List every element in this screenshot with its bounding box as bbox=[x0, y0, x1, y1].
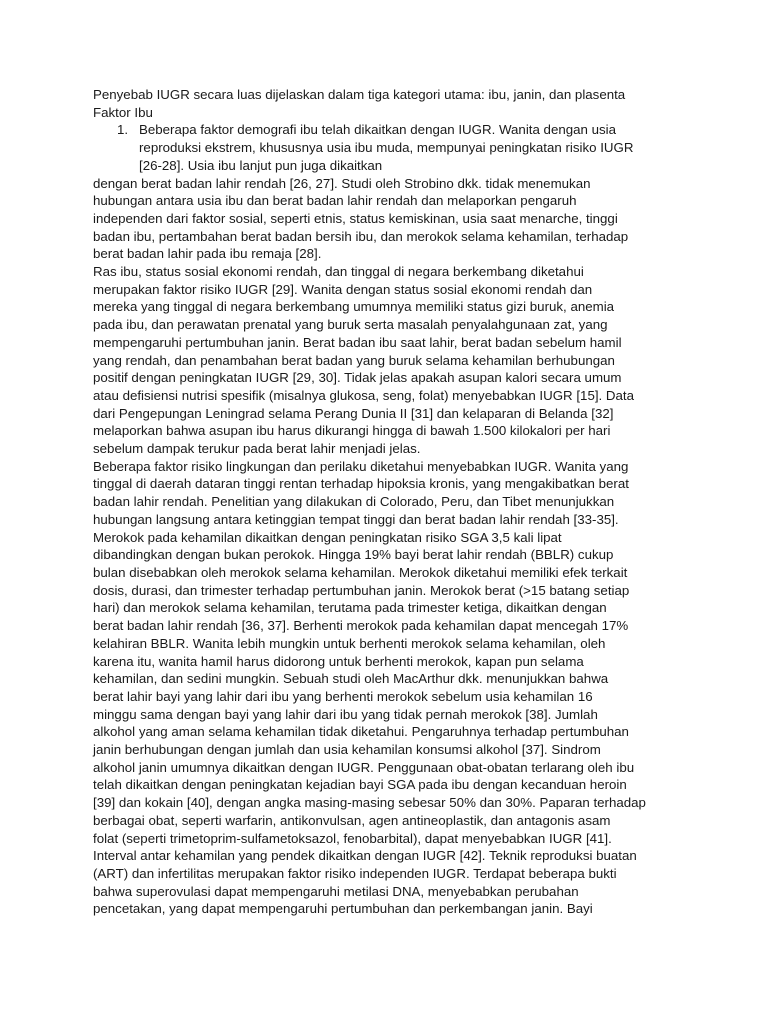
body-line: folat (seperti trimetoprim-sulfametoksazol, fenobarbital), dapat menyebabkan IUGR [41]. bbox=[93, 830, 612, 846]
body-line: alkohol yang aman selama kehamilan tidak diketahui. Pengaruhnya terhadap pertumbuhan bbox=[93, 724, 629, 740]
body-line: alkohol janin umumnya dikaitkan dengan IUGR. Penggunaan obat-obatan terlarang oleh ibu bbox=[93, 759, 635, 775]
numbered-list-item bbox=[93, 121, 683, 174]
body-line: berbagai obat, seperti warfarin, antikonvulsan, agen antineoplastik, dan antagonis asam bbox=[93, 812, 611, 828]
body-line: hubungan langsung antara ketinggian tempat tinggi dan berat badan lahir rendah [33-35]. bbox=[93, 511, 619, 527]
body-line: Interval antar kehamilan yang pendek dikaitkan dengan IUGR [42]. Teknik reproduksi buatan bbox=[93, 848, 637, 864]
body-line: sebelum dampak terukur pada berat lahir menjadi jelas. bbox=[93, 441, 421, 457]
body-line: dosis, durasi, dan trimester terhadap pertumbuhan janin. Merokok berat (>15 batang setiap bbox=[93, 582, 630, 598]
body-line: badan ibu, pertambahan berat badan bersih ibu, dan merokok selama kehamilan, terhadap bbox=[93, 228, 629, 244]
body-line: janin berhubungan dengan jumlah dan usia kehamilan konsumsi alkohol [37]. Sindrom bbox=[93, 742, 601, 758]
list-item-line-3: [26-28]. Usia ibu lanjut pun juga dikaitkan bbox=[139, 157, 383, 173]
body-text bbox=[93, 175, 683, 919]
body-line: kelahiran BBLR. Wanita lebih mungkin untuk berhenti merokok selama kehamilan, oleh bbox=[93, 635, 606, 651]
body-line: pencetakan, yang dapat mempengaruhi pertumbuhan dan perkembangan janin. Bayi bbox=[93, 901, 593, 917]
body-line: atau defisiensi nutrisi spesifik (misalnya glukosa, seng, folat) menyebabkan IUGR [15]. Data bbox=[93, 387, 635, 403]
body-line: dari Pengepungan Leningrad selama Perang Dunia II [31] dan kelaparan di Belanda [32] bbox=[93, 405, 614, 421]
body-line: hubungan antara usia ibu dan berat badan lahir rendah dan melaporkan pengaruh bbox=[93, 193, 577, 209]
intro bbox=[93, 86, 683, 121]
body-line: berat lahir bayi yang lahir dari ibu yang berhenti merokok sebelum usia kehamilan 16 bbox=[93, 688, 593, 704]
body-line: mereka yang tinggal di negara berkembang umumnya memiliki status gizi buruk, anemia bbox=[93, 299, 615, 315]
body-line: bulan disebabkan oleh merokok selama kehamilan. Merokok diketahui memiliki efek terkait bbox=[93, 564, 628, 580]
body-line: karena itu, wanita hamil harus didorong untuk berhenti merokok, kapan pun selama bbox=[93, 653, 584, 669]
body-line: badan lahir rendah. Penelitian yang dilakukan di Colorado, Peru, dan Tibet menunjukkan bbox=[93, 494, 615, 510]
list-number: 1. bbox=[117, 122, 129, 138]
body-line: telah dikaitkan dengan peningkatan kejadian bayi SGA pada ibu dengan kecanduan heroin bbox=[93, 777, 627, 793]
body-line: [39] dan kokain [40], dengan angka masing-masing sebesar 50% dan 30%. Paparan terhadap bbox=[93, 795, 646, 811]
body-line: positif dengan peningkatan IUGR [29, 30]. Tidak jelas apakah asupan kalori secara umum bbox=[93, 370, 622, 386]
body-line: yang rendah, dan penambahan berat badan yang buruk selama kehamilan berhubungan bbox=[93, 352, 615, 368]
body-line: kehamilan, dan sedini mungkin. Sebuah studi oleh MacArthur dkk. menunjukkan bahwa bbox=[93, 671, 609, 687]
body-line: minggu sama dengan bayi yang lahir dari ibu yang tidak pernah merokok [38]. Jumlah bbox=[93, 706, 598, 722]
body-line: dibandingkan dengan bukan perokok. Hingga 19% bayi berat lahir rendah (BBLR) cukup bbox=[93, 547, 614, 563]
body-line: (ART) dan infertilitas merupakan faktor risiko independen IUGR. Terdapat beberapa bukti bbox=[93, 865, 617, 881]
body-line: independen dari faktor sosial, seperti etnis, status kemiskinan, usia saat menarche, tinggi bbox=[93, 210, 618, 226]
list-item-line-1: Beberapa faktor demografi ibu telah dikaitkan dengan IUGR. Wanita dengan usia bbox=[139, 122, 617, 138]
body-line: bahwa superovulasi dapat mempengaruhi metilasi DNA, menyebabkan perubahan bbox=[93, 883, 579, 899]
list-item-line-2: reproduksi ekstrem, khususnya usia ibu muda, mempunyai peningkatan risiko IUGR bbox=[139, 140, 634, 156]
body-line: pada ibu, dan perawatan prenatal yang buruk serta masalah penyalahgunaan zat, yang bbox=[93, 317, 608, 333]
body-line: tinggal di daerah dataran tinggi rentan terhadap hipoksia kronis, yang mengakibatkan berat bbox=[93, 476, 629, 492]
section-heading-faktor-ibu: Faktor Ibu bbox=[93, 104, 153, 120]
body-line: berat badan lahir pada ibu remaja [28]. bbox=[93, 246, 322, 262]
body-line: melaporkan bahwa asupan ibu harus dikurangi hingga di bawah 1.500 kilokalori per hari bbox=[93, 423, 611, 439]
document-page bbox=[93, 86, 683, 918]
body-line: mempengaruhi pertumbuhan janin. Berat badan ibu saat lahir, berat badan sebelum hamil bbox=[93, 334, 622, 350]
body-line: Beberapa faktor risiko lingkungan dan perilaku diketahui menyebabkan IUGR. Wanita yang bbox=[93, 458, 629, 474]
body-line: merupakan faktor risiko IUGR [29]. Wanita dengan status sosial ekonomi rendah dan bbox=[93, 281, 593, 297]
body-line: Merokok pada kehamilan dikaitkan dengan peningkatan risiko SGA 3,5 kali lipat bbox=[93, 529, 562, 545]
intro-line-1: Penyebab IUGR secara luas dijelaskan dalam tiga kategori utama: ibu, janin, dan plasenta bbox=[93, 87, 626, 102]
body-line: Ras ibu, status sosial ekonomi rendah, dan tinggal di negara berkembang diketahui bbox=[93, 264, 584, 280]
body-line: berat badan lahir rendah [36, 37]. Berhenti merokok pada kehamilan dapat mencegah 17% bbox=[93, 618, 629, 634]
body-line: dengan berat badan lahir rendah [26, 27]. Studi oleh Strobino dkk. tidak menemukan bbox=[93, 175, 591, 191]
body-line: hari) dan merokok selama kehamilan, terutama pada trimester ketiga, dikaitkan dengan bbox=[93, 600, 607, 616]
